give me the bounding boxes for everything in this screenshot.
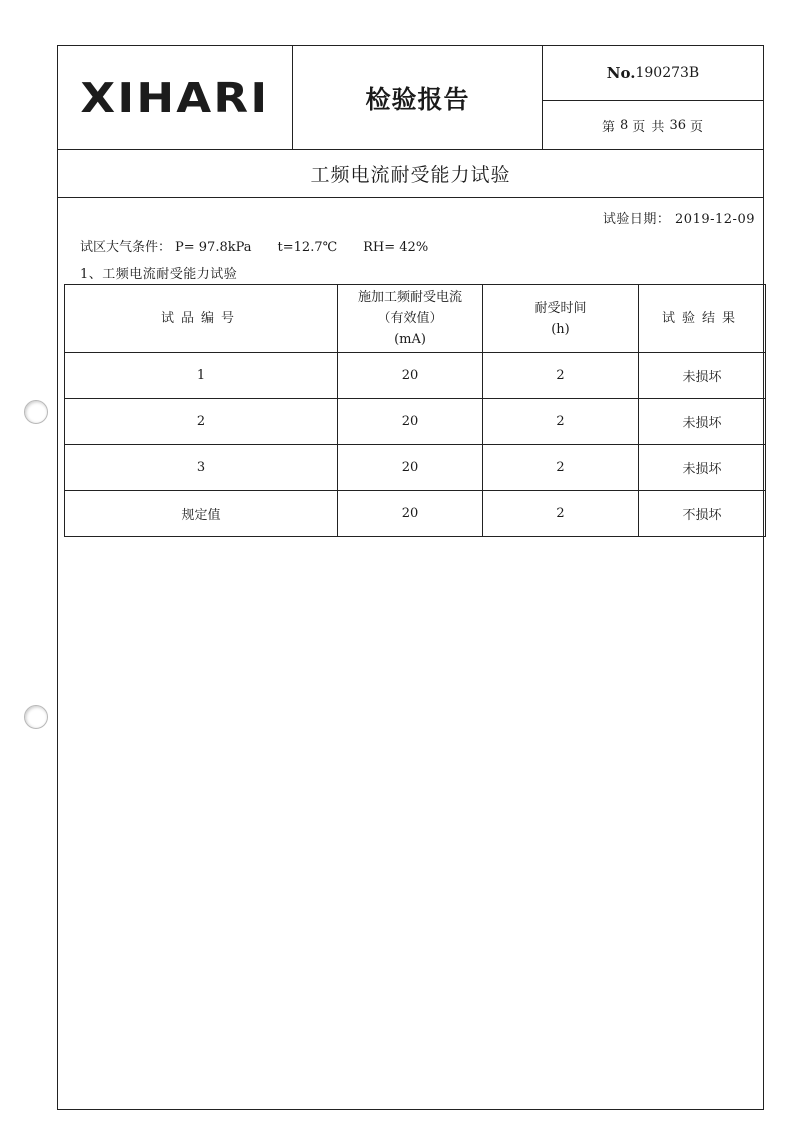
cell-result: 不损坏 xyxy=(639,491,766,537)
header-applied-current xyxy=(338,285,483,353)
cell-duration: 2 xyxy=(483,491,639,537)
page-suffix: 页 xyxy=(689,119,704,135)
cell-current: 20 xyxy=(338,491,483,537)
header-current-line3: (mA) xyxy=(394,332,426,347)
title-cell xyxy=(293,46,543,149)
humidity-value: RH= 42% xyxy=(363,240,429,255)
header-result: 试验结果 xyxy=(639,285,766,353)
cell-current: 20 xyxy=(338,399,483,445)
header-current-line2: （有效值） xyxy=(377,311,443,326)
logo-cell xyxy=(58,46,293,149)
table-header-row xyxy=(65,285,766,353)
cell-sample: 2 xyxy=(65,399,338,445)
report-title: 检验报告 xyxy=(365,84,470,114)
conditions-label: 试区大气条件： xyxy=(80,240,172,255)
table-row-specified-value xyxy=(65,491,766,537)
table-row xyxy=(65,445,766,491)
section-title: 工频电流耐受能力试验 xyxy=(58,150,763,198)
header-sample-no: 试品编号 xyxy=(65,285,338,353)
cell-duration: 2 xyxy=(483,445,639,491)
results-table xyxy=(64,284,766,537)
pressure-value: P= 97.8kPa xyxy=(175,240,252,255)
page-indicator xyxy=(543,101,763,149)
header-duration-line2: (h) xyxy=(551,321,570,337)
cell-result: 未损坏 xyxy=(639,399,766,445)
cell-sample: 3 xyxy=(65,445,338,491)
page-current: 8 xyxy=(620,117,629,133)
cell-result: 未损坏 xyxy=(639,445,766,491)
punch-hole-upper xyxy=(24,400,48,424)
table-row xyxy=(65,399,766,445)
atmospheric-conditions xyxy=(80,236,454,255)
header-current-line1: 施加工频耐受电流 xyxy=(357,290,462,305)
report-page xyxy=(57,45,764,1110)
cell-result: 未损坏 xyxy=(639,353,766,399)
cell-current: 20 xyxy=(338,445,483,491)
page-total: 36 xyxy=(669,117,686,133)
item-heading: 1、工频电流耐受能力试验 xyxy=(80,267,238,282)
report-number-cell xyxy=(543,46,763,101)
header-duration xyxy=(483,285,639,353)
page-prefix: 第 xyxy=(602,119,617,135)
temperature-value: t=12.7℃ xyxy=(277,240,338,255)
header-duration-line1: 耐受时间 xyxy=(534,300,587,316)
table-row xyxy=(65,353,766,399)
cell-current: 20 xyxy=(338,353,483,399)
page-mid: 页 共 xyxy=(632,119,666,135)
cell-sample: 1 xyxy=(65,353,338,399)
punch-hole-lower xyxy=(24,705,48,729)
cell-duration: 2 xyxy=(483,399,639,445)
company-logo: XIHARI xyxy=(80,73,270,122)
report-number: 190273B xyxy=(635,65,700,81)
report-number-label: No. xyxy=(606,64,636,82)
cell-duration: 2 xyxy=(483,353,639,399)
report-header xyxy=(58,46,763,150)
test-date: 试验日期： 2019-12-09 xyxy=(602,212,755,227)
cell-sample: 规定值 xyxy=(65,491,338,537)
